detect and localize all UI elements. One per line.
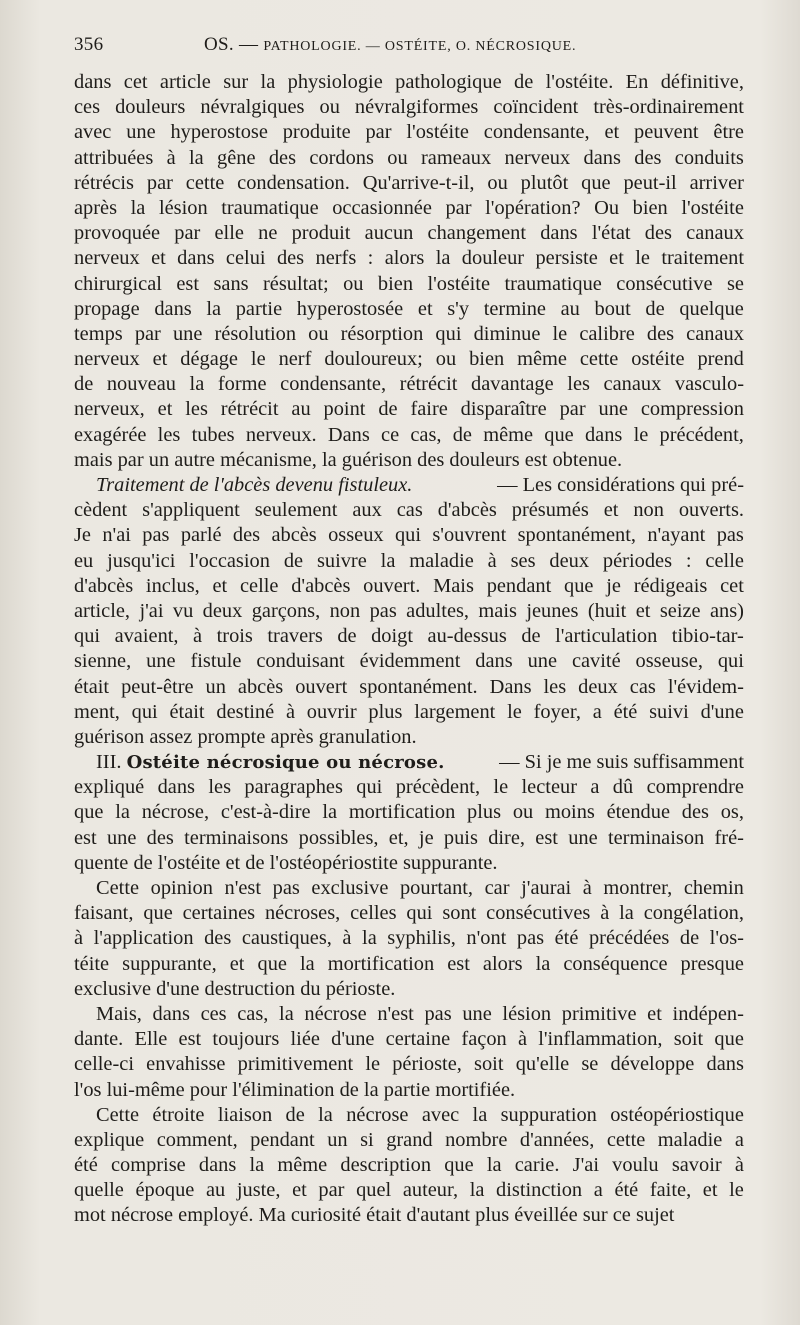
text-line: Cette opinion n'est pas exclusive pourtant, car j'aurai à montrer, chemin [96, 877, 744, 899]
text-line: quelle époque au juste, et par quel auteur, la distinction a été faite, et le [74, 1179, 744, 1202]
italic-heading: Traitement de l'abcès devenu fistuleux. [96, 474, 413, 496]
paragraph [74, 473, 744, 750]
text-line: quente de l'ostéite et de l'ostéopériostite suppurante. [74, 851, 498, 874]
text-line: nerveux, et les rétrécit au point de faire disparaître par une compression [74, 398, 744, 421]
text-line: téite suppurante, et que la mortification est alors la conséquence presque [74, 952, 744, 975]
text-line: Je n'ai pas parlé des abcès osseux qui s'ouvrent spontanément, n'ayant pas [74, 524, 744, 547]
text-line: rétrécis par cette condensation. Qu'arrive-t-il, ou plutôt que peut-il arriver [74, 171, 744, 194]
body-text [74, 70, 744, 1229]
text-line: nerveux et dégage le nerf douloureux; ou bien même cette ostéite prend [74, 348, 744, 371]
text-line: Cette étroite liaison de la nécrose avec la suppuration ostéopériostique [96, 1103, 744, 1126]
paragraph [74, 1002, 744, 1103]
page-header [74, 34, 754, 62]
text-line: attribuées à la gêne des cordons ou rameaux nerveux dans des conduits [74, 146, 744, 169]
text-line: dante. Elle est toujours liée d'une certaine façon à l'inflammation, soit que [74, 1028, 744, 1051]
text-line: l'os lui-même pour l'élimination de la partie mortifiée. [74, 1078, 516, 1101]
text-line: de nouveau la forme condensante, rétrécit davantage les canaux vasculo- [74, 373, 744, 396]
text-line: ces douleurs névralgiques ou névralgiformes coïncident très-ordinairement [74, 96, 744, 119]
text-line: Mais, dans ces cas, la nécrose n'est pas une lésion primitive et indépen- [96, 1002, 744, 1025]
paragraph [74, 750, 744, 876]
text-line: provoquée par elle ne produit aucun changement dans l'état des canaux [74, 222, 744, 245]
text-line: mais par un autre mécanisme, la guérison des douleurs est obtenue. [74, 448, 623, 471]
paragraph-lead-line: III. Ostéite nécrosique ou nécrose. — Si je me suis suffisamment [96, 751, 744, 774]
text-line: temps par une résolution ou résorption qui diminue le calibre des canaux [74, 322, 744, 345]
section-number: III. [96, 751, 127, 774]
text-line: eu jusqu'ici l'occasion de suivre la maladie à ses deux périodes : celle [74, 549, 744, 572]
text-line: expliqué dans les paragraphes qui précèdent, le lecteur a dû comprendre [74, 776, 744, 799]
running-head [204, 34, 576, 56]
text-line: est une des terminaisons possibles, et, je puis dire, est une terminaison fré- [74, 826, 744, 849]
text-line: qui avaient, à trois travers de doigt au-dessus de l'articulation tibio-tar- [74, 625, 744, 648]
paragraph [74, 1103, 744, 1229]
text-line: propage dans la partie hyperostosée et s'y termine au bout de quelque [74, 297, 744, 320]
page-number: 356 [74, 34, 104, 55]
text-line: faisant, que certaines nécroses, celles qui sont consécutives à la congélation, [74, 902, 744, 925]
text-line: exclusive d'une destruction du périoste. [74, 977, 396, 1000]
text-line: celle-ci envahisse primitivement le périoste, soit qu'elle se développe dans [74, 1053, 744, 1076]
text-line: nerveux et dans celui des nerfs : alors la douleur persiste et le traitement [74, 247, 744, 270]
paragraph [74, 876, 744, 1002]
text-line: guérison assez prompte après granulation. [74, 725, 417, 748]
text-line: chirurgical est sans résultat; ou bien l'ostéite traumatique consécutive se [74, 272, 744, 295]
text-line: à l'application des caustiques, à la syphilis, n'ont pas été précédées de l'os- [74, 927, 744, 950]
text-line: cèdent s'appliquent seulement aux cas d'abcès présumés et non ouverts. [74, 499, 744, 522]
text-line: été comprise dans la même description que la carie. J'ai voulu savoir à [74, 1154, 744, 1177]
running-head-prefix: OS. — [204, 34, 264, 55]
text-line: mot nécrose employé. Ma curiosité était d'autant plus éveillée sur ce sujet [74, 1204, 675, 1227]
text-line: explique comment, pendant un si grand nombre d'années, cette maladie a [74, 1128, 744, 1151]
section-title: Ostéite nécrosique ou nécrose. [126, 752, 445, 774]
text-line: était peut-être un abcès ouvert spontanément. Dans les deux cas l'évidem- [74, 675, 744, 698]
text-line: sienne, une fistule conduisant évidemment dans une cavité osseuse, qui [74, 650, 744, 673]
paragraph [74, 70, 744, 473]
running-head-rest: PATHOLOGIE. — OSTÉITE, O. NÉCROSIQUE. [263, 39, 577, 54]
paragraph-lead-line: Traitement de l'abcès devenu fistuleux. — Les considérations qui pré- [96, 474, 744, 496]
text-line: exagérée les tubes nerveux. Dans ce cas, de même que dans le précédent, [74, 423, 744, 446]
text-line: après la lésion traumatique occasionnée par l'opération? Ou bien l'ostéite [74, 196, 744, 219]
text-line: ment, qui était destiné à ouvrir plus largement le foyer, a été suivi d'une [74, 700, 744, 723]
text-line: d'abcès inclus, et celle d'abcès ouvert. Mais pendant que je rédigeais cet [74, 574, 744, 597]
text-line: avec une hyperostose produite par l'ostéite condensante, et peuvent être [74, 121, 744, 144]
text-line: dans cet article sur la physiologie pathologique de l'ostéite. En définitive, [74, 71, 744, 93]
text-line: que la nécrose, c'est-à-dire la mortification plus ou moins étendue des os, [74, 801, 744, 824]
text-line: article, j'ai vu deux garçons, non pas adultes, mais jeunes (huit et seize ans) [74, 599, 744, 622]
